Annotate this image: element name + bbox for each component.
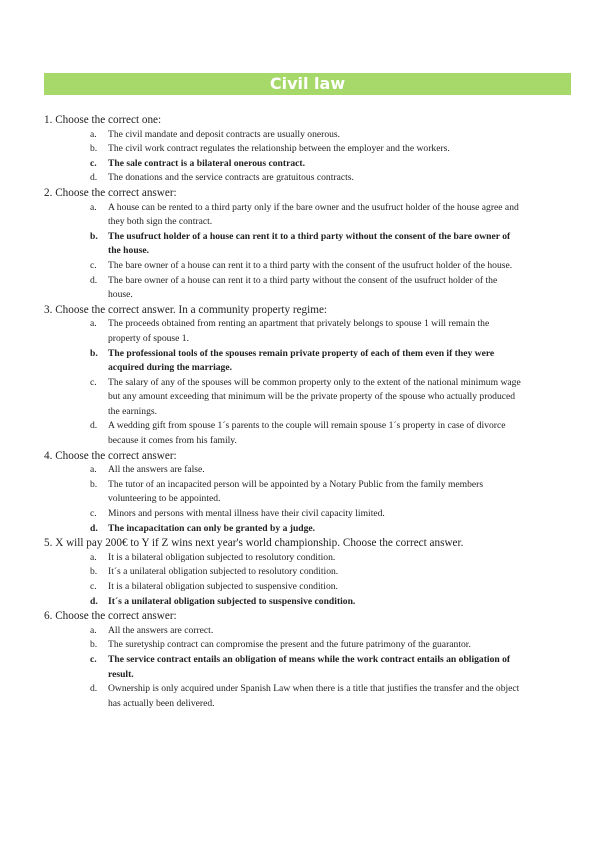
page-title: Civil law bbox=[267, 74, 348, 93]
answer-text: It is a bilateral obligation subjected to suspensive condition. bbox=[108, 581, 338, 592]
answer-letter: c. bbox=[90, 157, 97, 169]
answer-letter: d. bbox=[90, 274, 98, 286]
answer-option bbox=[44, 171, 524, 186]
answer-text: A wedding gift from spouse 1´s parents to the couple will remain spouse 1´s property in case of divorce because it comes from his family. bbox=[108, 420, 506, 447]
answer-letter: c. bbox=[90, 376, 97, 388]
answer-option bbox=[44, 376, 524, 420]
answer-option-correct bbox=[44, 230, 524, 259]
answer-text: The salary of any of the spouses will be common property only to the extent of the national minimum wage but any amount exceeding that minimum will be the private property of the spouse who actually produced the earnings. bbox=[108, 376, 521, 417]
answer-letter: b. bbox=[90, 230, 98, 242]
answer-option bbox=[44, 565, 524, 580]
answer-text: The bare owner of a house can rent it to a third party with the consent of the usufruct holder of the house. bbox=[108, 259, 513, 271]
answer-list bbox=[44, 463, 524, 536]
question-number: 5. bbox=[44, 537, 53, 550]
answer-text: It´s a unilateral obligation subjected to suspensive condition. bbox=[108, 595, 356, 607]
answer-list bbox=[44, 128, 524, 186]
answer-letter: d. bbox=[90, 595, 98, 607]
question-text: Choose the correct answer: bbox=[55, 186, 177, 199]
answer-letter: d. bbox=[90, 522, 98, 534]
question-prompt bbox=[44, 536, 524, 551]
answer-option-correct bbox=[44, 653, 524, 682]
answer-option bbox=[44, 682, 524, 711]
answer-option bbox=[44, 274, 524, 303]
answer-letter: b. bbox=[90, 566, 98, 578]
answer-text: The suretyship contract can compromise the present and the future patrimony of the guarantor. bbox=[108, 639, 471, 651]
answer-text: It´s a unilateral obligation subjected to resolutory condition. bbox=[108, 566, 339, 578]
answer-text: Ownership is only acquired under Spanish Law when there is a title that justifies the transfer and the object has actually been delivered. bbox=[108, 683, 520, 709]
answer-letter: b. bbox=[90, 639, 98, 651]
answer-letter: a. bbox=[90, 128, 97, 140]
answer-letter: b. bbox=[90, 143, 98, 155]
question-text: Choose the correct answer: bbox=[55, 610, 177, 623]
answer-option bbox=[44, 624, 524, 639]
answer-text: The proceeds obtained from renting an apartment that privately belongs to spouse 1 will remain the property of spouse 1. bbox=[108, 318, 490, 344]
answer-text: The sale contract is a bilateral onerous contract. bbox=[108, 157, 305, 169]
answer-list bbox=[44, 551, 524, 609]
answer-letter: d. bbox=[90, 172, 98, 184]
answer-letter: a. bbox=[90, 624, 97, 636]
answer-letter: a. bbox=[90, 201, 97, 213]
answer-letter: a. bbox=[90, 551, 97, 563]
answer-text: The donations and the service contracts are gratuitous contracts. bbox=[108, 172, 354, 184]
answer-option-correct bbox=[44, 347, 524, 376]
answer-option bbox=[44, 259, 524, 274]
answer-text: The civil mandate and deposit contracts are usually onerous. bbox=[108, 128, 341, 140]
answer-text: It is a bilateral obligation subjected to resolutory condition. bbox=[108, 551, 336, 563]
answer-letter: a. bbox=[90, 464, 97, 476]
question-number: 3. bbox=[44, 303, 53, 316]
question-number: 1. bbox=[44, 114, 53, 126]
answer-option bbox=[44, 551, 524, 566]
answer-letter: d. bbox=[90, 420, 98, 432]
answer-option bbox=[44, 507, 524, 522]
question-text: Choose the correct one: bbox=[55, 114, 162, 126]
answer-option bbox=[44, 478, 524, 507]
question-list bbox=[44, 113, 524, 711]
question-text: Choose the correct answer: bbox=[55, 449, 177, 462]
answer-text: The civil work contract regulates the relationship between the employer and the workers. bbox=[108, 143, 450, 155]
answer-option bbox=[44, 201, 524, 230]
question-text: Choose the correct answer. In a community property regime: bbox=[55, 303, 328, 316]
question-prompt bbox=[44, 609, 524, 624]
title-banner bbox=[44, 73, 571, 95]
answer-option bbox=[44, 128, 524, 143]
answer-option bbox=[44, 463, 524, 478]
question-prompt bbox=[44, 303, 524, 318]
answer-option-correct bbox=[44, 522, 524, 537]
answer-letter: a. bbox=[90, 318, 97, 330]
answer-text: A house can be rented to a third party only if the bare owner and the usufruct holder of the house agree and they both sign the contract. bbox=[108, 201, 519, 228]
answer-letter: b. bbox=[90, 347, 98, 359]
answer-option bbox=[44, 317, 524, 346]
answer-text: All the answers are correct. bbox=[108, 624, 214, 636]
answer-letter: c. bbox=[90, 581, 97, 592]
answer-letter: d. bbox=[90, 683, 98, 695]
answer-text: The bare owner of a house can rent it to a third party without the consent of the usufruct holder of the house. bbox=[108, 274, 498, 301]
answer-option bbox=[44, 580, 524, 595]
answer-option bbox=[44, 638, 524, 653]
answer-text: The service contract entails an obligation of means while the work contract entails an obligation of result. bbox=[108, 653, 511, 680]
answer-text: The incapacitation can only be granted by a judge. bbox=[108, 522, 316, 534]
question-number: 4. bbox=[44, 449, 53, 462]
answer-option bbox=[44, 142, 524, 157]
answer-list bbox=[44, 317, 524, 448]
answer-letter: c. bbox=[90, 259, 97, 271]
question-number: 6. bbox=[44, 610, 53, 623]
question-text: X will pay 200€ to Y if Z wins next year's world championship. Choose the correct answer. bbox=[55, 537, 464, 550]
answer-option bbox=[44, 419, 524, 448]
question-number: 2. bbox=[44, 186, 53, 199]
answer-text: All the answers are false. bbox=[108, 464, 205, 476]
answer-list bbox=[44, 201, 524, 303]
answer-option-correct bbox=[44, 157, 524, 172]
answer-text: The professional tools of the spouses remain private property of each of them even if they were acquired during the marriage. bbox=[108, 347, 495, 374]
answer-letter: c. bbox=[90, 508, 97, 520]
answer-text: Minors and persons with mental illness have their civil capacity limited. bbox=[108, 508, 385, 520]
answer-option-correct bbox=[44, 595, 524, 610]
question-prompt bbox=[44, 113, 524, 128]
answer-letter: b. bbox=[90, 478, 98, 490]
answer-letter: c. bbox=[90, 653, 97, 665]
answer-list bbox=[44, 624, 524, 712]
answer-text: The tutor of an incapacited person will be appointed by a Notary Public from the family members volunteering to be appointed. bbox=[108, 478, 484, 505]
question-prompt bbox=[44, 186, 524, 201]
question-prompt bbox=[44, 449, 524, 464]
answer-text: The usufruct holder of a house can rent it to a third party without the consent of the bare owner of the house. bbox=[108, 230, 511, 257]
